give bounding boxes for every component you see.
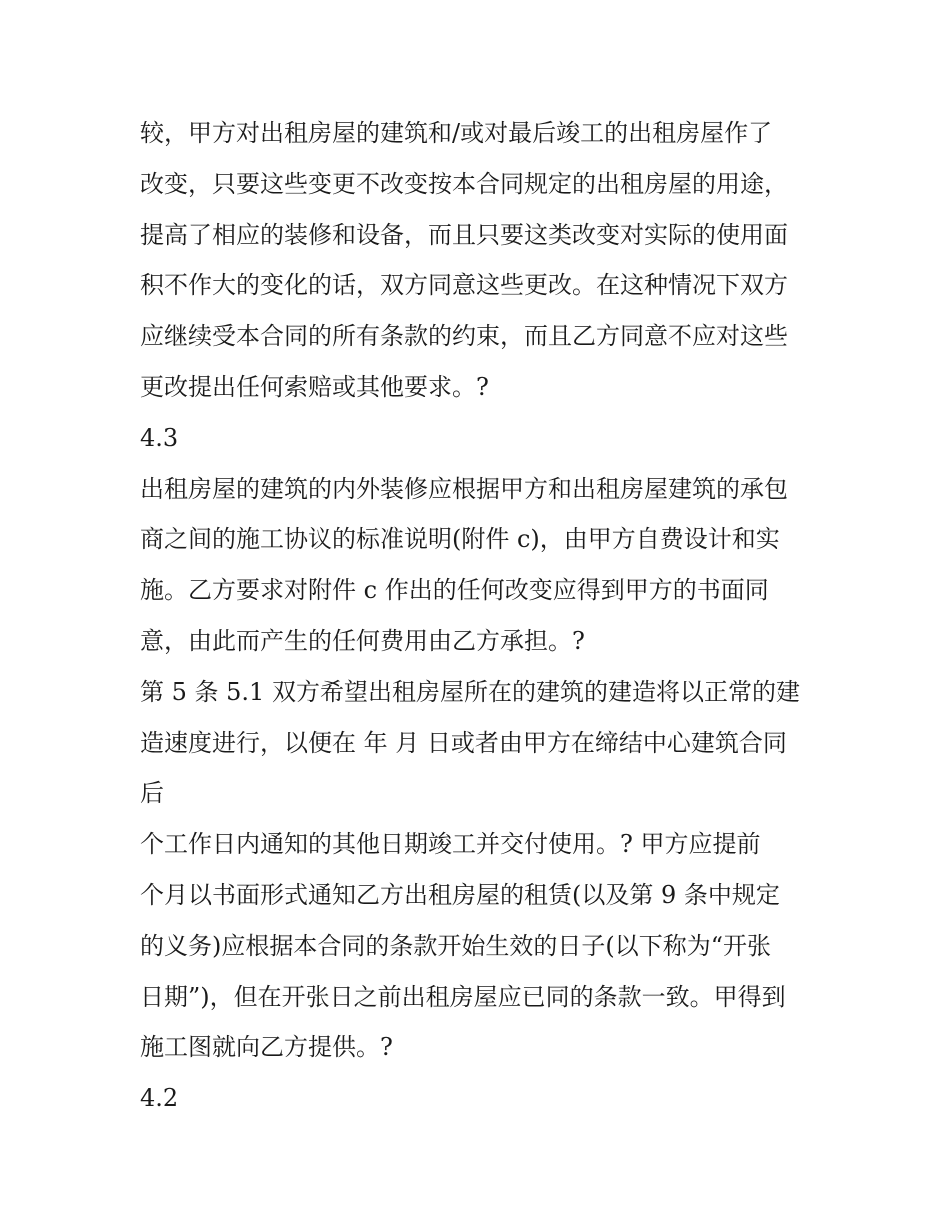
text-line: 的义务)应根据本合同的条款开始生效的日子(以下称为“开张 (140, 931, 771, 960)
text-line: 出租房屋的建筑的内外装修应根据甲方和出租房屋建筑的承包 (140, 474, 788, 503)
text-line: 施工图就向乙方提供。? (140, 1033, 393, 1062)
text-line: 较，甲方对出租房屋的建筑和/或对最后竣工的出租房屋作了 (140, 119, 773, 147)
text-line: 商之间的施工协议的标准说明(附件 c)，由甲方自费设计和实 (140, 525, 780, 554)
text-line: 日期”)，但在开张日之前出租房屋应已同的条款一致。甲得到 (140, 982, 786, 1011)
text-line: 积不作大的变化的话，双方同意这些更改。在这种情况下双方 (140, 271, 788, 300)
text-line: 提高了相应的装修和设备，而且只要这类改变对实际的使用面 (140, 220, 788, 249)
text-line: 施。乙方要求对附件 c 作出的任何改变应得到甲方的书面同 (140, 576, 769, 605)
text-line: 意，由此而产生的任何费用由乙方承担。? (140, 626, 585, 655)
text-line: 个工作日内通知的其他日期竣工并交付使用。? 甲方应提前 (140, 830, 761, 859)
text-line: 个月以书面形式通知乙方出租房屋的租赁(以及第 9 条中规定 (140, 880, 780, 909)
section-number: 4.2 (140, 1084, 179, 1113)
text-line: 改变，只要这些变更不改变按本合同规定的出租房屋的用途， (140, 169, 788, 198)
text-line: 更改提出任何索赔或其他要求。? (140, 372, 489, 401)
document-body (140, 108, 830, 1124)
text-line: 后 (140, 779, 164, 808)
text-line: 第 5 条 5.1 双方希望出租房屋所在的建筑的建造将以正常的建 (140, 677, 800, 706)
text-line: 应继续受本合同的所有条款的约束，而且乙方同意不应对这些 (140, 322, 788, 351)
section-number: 4.3 (140, 423, 179, 452)
text-line: 造速度进行，以便在 年 月 日或者由甲方在缔结中心建筑合同 (140, 728, 787, 757)
